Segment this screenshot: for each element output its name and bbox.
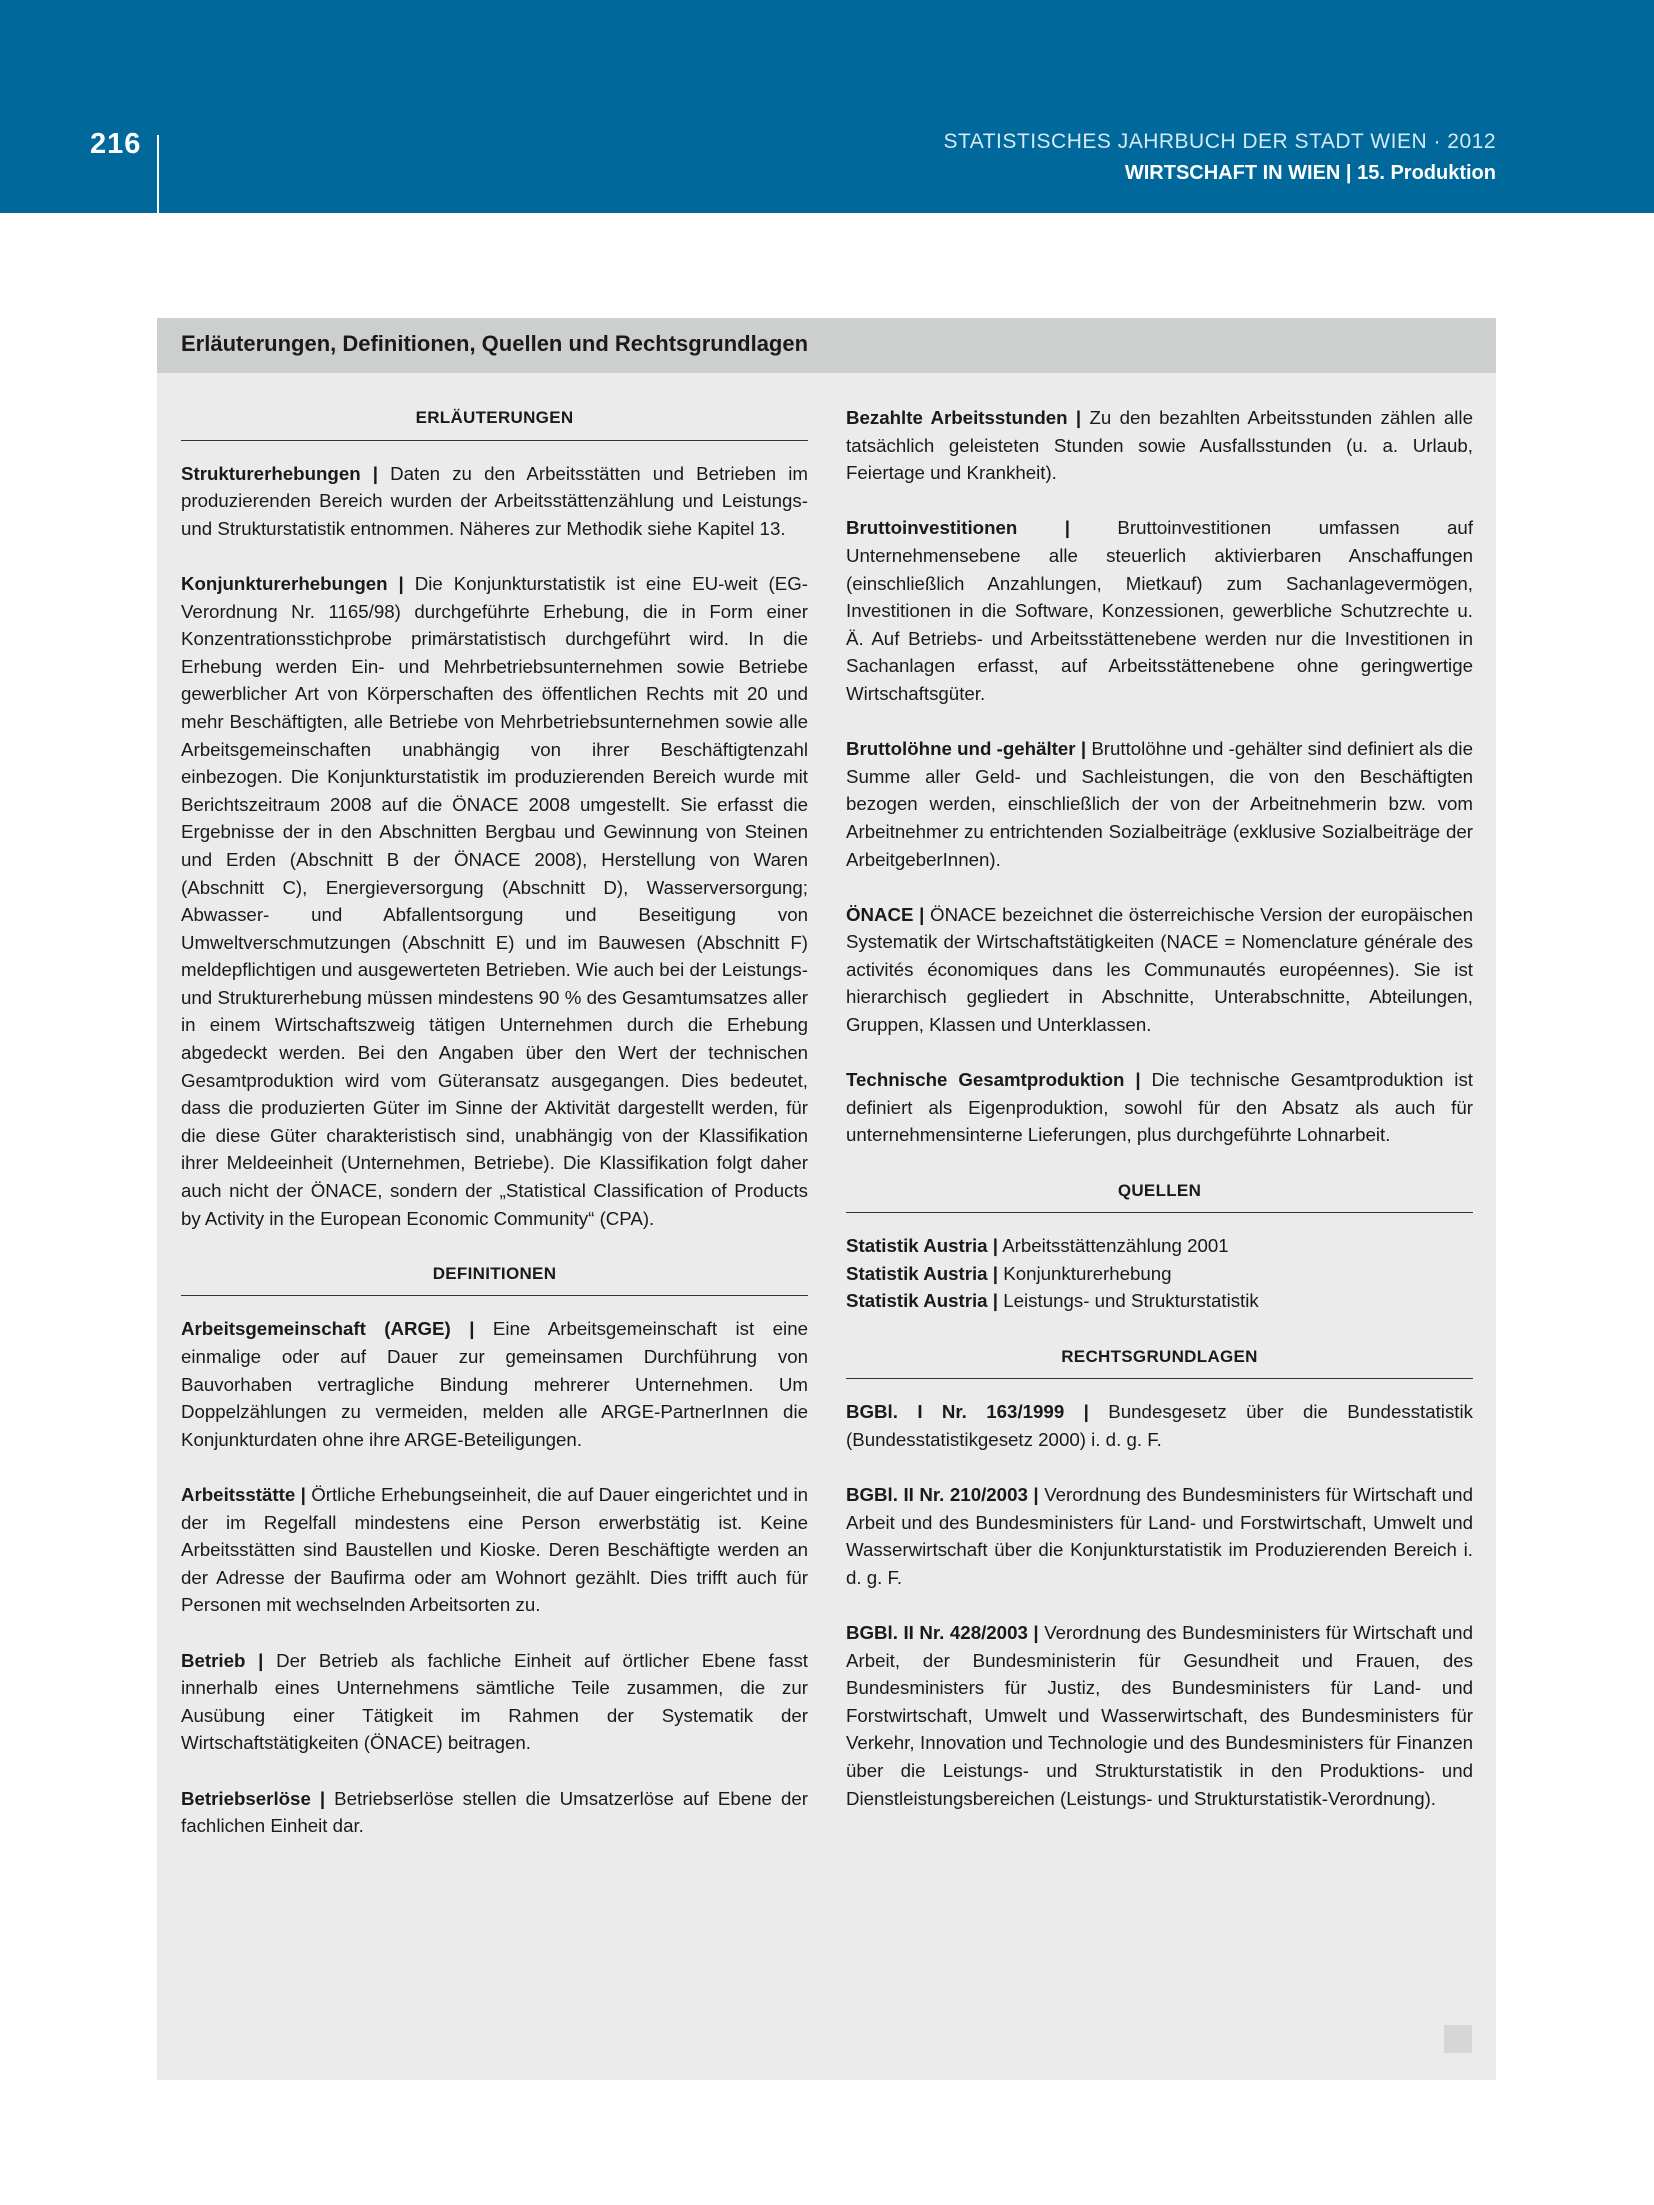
page-number: 216: [90, 128, 142, 160]
entry-text: Die Konjunkturstatistik ist eine EU-weit (EG-Verordnung Nr. 1165/98) durchgeführte Erhebung, die in Form einer Konzentrationsstichprobe primärstatistisch durchgeführt wird. In die Erhebung werden Ein- und Mehrbetriebsunternehmen sowie Betriebe gewerblicher Art von Körperschaften des öffentlichen Rechts mit 20 und mehr Beschäftigten, alle Betriebe von Mehrbetriebsunternehmen sowie alle Arbeitsgemeinschaften unabhängig von ihrer Beschäftigtenzahl einbezogen. Die Konjunkturstatistik im produzierenden Bereich wurde mit Berichtszeitraum 2008 auf die ÖNACE 2008 umgestellt. Sie erfasst die Ergebnisse der in den Abschnitten Bergbau und Gewinnung von Steinen und Erden (Abschnitt B der ÖNACE 2008), Herstellung von Waren (Abschnitt C), Energieversorgung (Abschnitt D), Wasserversorgung; Abwasser- und Abfallentsorgung und Beseitigung von Umweltverschmutzungen (Abschnitt E) und im Bauwesen (Abschnitt F) meldepflichtigen und ausgewerteten Betrieben. Wie auch bei der Leistungs- und Strukturerhebung müssen mindestens 90 % des Gesamtumsatzes aller in einem Wirtschaftszweig tätigen Unternehmen durch die Erhebung abgedeckt werden. Bei den Angaben über den Wert der technischen Gesamtproduktion wird vom Güteransatz ausgegangen. Dies bedeutet, dass die produzierten Güter im Sinne der Aktivität dargestellt werden, für die diese Güter charakteristisch sind, unabhängig von der Klassifikation ihrer Meldeeinheit (Unternehmen, Betriebe). Die Klassifikation folgt daher auch nicht der ÖNACE, sondern der „Statistical Classification of Products by Activity in the European Economic Community“ (CPA).: [181, 572, 808, 1229]
entry-text: ÖNACE bezeichnet die österreichische Version der europäischen Systematik der Wirtschaftstätigkeiten (NACE = Nomenclature générale des activités économiques dans les Communautés européennes). Sie ist hierarchisch gegliedert in Abschnitte, Unterabschnitte, Abteilungen, Gruppen, Klassen und Unterklassen.: [846, 903, 1473, 1036]
entry-term: Strukturerhebungen: [181, 462, 361, 484]
entry-betrieb: [181, 1647, 808, 1757]
separator: |: [992, 1235, 999, 1257]
source-text: Leistungs- und Strukturstatistik: [1003, 1290, 1259, 1312]
entry-term: Arbeitsgemeinschaft (ARGE): [181, 1318, 451, 1340]
separator: |: [1033, 1621, 1039, 1643]
entry-term: BGBl. II Nr. 428/2003: [846, 1621, 1028, 1643]
separator: |: [1083, 1401, 1089, 1423]
entry-text: Verordnung des Bundesministers für Wirtschaft und Arbeit, der Bundesministerin für Gesundheit und Frauen, des Bundesministers für Justiz, des Bundesministers für Land- und Forstwirtschaft, Umwelt und Wasserwirtschaft, des Bundesministers für Verkehr, Innovation und Technologie und des Bundesministers für Finanzen über die Leistungs- und Strukturstatistik in den Produktions- und Dienstleistungsbereichen (Leistungs- und Strukturstatistik-Verordnung).: [846, 1621, 1473, 1809]
source-item: [846, 1232, 1473, 1260]
entry-arge: [181, 1315, 808, 1453]
entry-text: Der Betrieb als fachliche Einheit auf örtlicher Ebene fasst innerhalb eines Unternehmens sämtliche Teile zusammen, die zur Ausübung einer Tätigkeit im Rahmen der Systematik der Wirtschaftstätigkeiten (ÖNACE) beitragen.: [181, 1649, 808, 1754]
entry-text: Zu den bezahlten Arbeitsstunden zählen alle tatsächlich geleisteten Stunden sowie Ausfallsstunden (u. a. Urlaub, Feiertage und Krankheit).: [846, 407, 1473, 484]
source-item: [846, 1287, 1473, 1315]
entry-text: Eine Arbeitsgemeinschaft ist eine einmalige oder auf Dauer zur gemeinsamen Durchführung von Bauvorhaben vertragliche Bindung mehrerer Unternehmen. Um Doppelzählungen zu vermeiden, melden alle ARGE-PartnerInnen die Konjunkturdaten ohne ihre ARGE-Beteiligungen.: [181, 1318, 808, 1450]
section-heading-rechtsgrundlagen: RECHTSGRUNDLAGEN: [846, 1343, 1473, 1380]
content-panel: [157, 318, 1496, 2080]
entry-oenace: [846, 901, 1473, 1039]
entry-betriebserloese: [181, 1785, 808, 1840]
separator: |: [919, 903, 925, 925]
panel-header: [157, 318, 1496, 373]
entry-bgbl-163-1999: [846, 1398, 1473, 1453]
entry-term: Bruttolöhne und -gehälter: [846, 738, 1076, 760]
entry-text: Bruttolöhne und -gehälter sind definiert als die Summe aller Geld- und Sachleistungen, die von den Beschäftigten bezogen werden, einschließlich der von der Arbeitnehmerin bzw. vom Arbeitnehmer zu entrichtenden Sozialbeiträge (exklusive Sozialbeiträge der ArbeitgeberInnen).: [846, 738, 1473, 870]
panel-title: Erläuterungen, Definitionen, Quellen und Rechtsgrundlagen: [181, 331, 809, 356]
entry-bruttoloehne: [846, 735, 1473, 873]
entry-text: Daten zu den Arbeitsstätten und Betrieben im produzierenden Bereich wurden der Arbeitsstättenzählung und Leistungs- und Strukturstatistik entnommen. Näheres zur Methodik siehe Kapitel 13.: [181, 462, 808, 539]
entry-konjunkturerhebungen: [181, 570, 808, 1232]
source-name: Statistik Austria: [846, 1235, 988, 1257]
separator: |: [992, 1290, 999, 1312]
source-text: Arbeitsstättenzählung 2001: [1002, 1235, 1229, 1257]
entry-text: Bruttoinvestitionen umfassen auf Unternehmensebene alle steuerlich aktivierbaren Anschaffungen (einschließlich Anzahlungen, Mietkauf) zum Sachanlagevermögen, Investitionen in die Software, Konzessionen, gewerbliche Schutzrechte u. Ä. Auf Betriebs- und Arbeitsstättenebene werden nur die Investitionen in Sachanlagen erfasst, auf Arbeitsstättenebene ohne geringwertige Wirtschaftsgüter.: [846, 517, 1474, 704]
entry-bezahlte-arbeitsstunden: [846, 404, 1473, 487]
source-text: Konjunkturerhebung: [1003, 1262, 1172, 1284]
separator: |: [1135, 1069, 1141, 1091]
right-column: [846, 404, 1473, 1840]
entry-text: Bundesgesetz über die Bundesstatistik (Bundesstatistikgesetz 2000) i. d. g. F.: [846, 1401, 1473, 1450]
corner-marker: [1444, 2025, 1472, 2053]
source-item: [846, 1260, 1473, 1288]
chapter-title: WIRTSCHAFT IN WIEN | 15. Produktion: [1124, 162, 1496, 184]
entry-bgbl-428-2003: [846, 1619, 1473, 1812]
entry-text: Örtliche Erhebungseinheit, die auf Dauer eingerichtet und in der im Regelfall mindestens eine Person erwerbstätig ist. Keine Arbeitsstätten sind Baustellen und Kioske. Deren Beschäftigte werden an der Adresse der Baufirma oder am Wohnort gezählt. Dies trifft auch für Personen mit wechselnden Arbeitsorten zu.: [181, 1483, 808, 1616]
separator: |: [300, 1483, 306, 1505]
section-heading-definitionen: DEFINITIONEN: [181, 1260, 808, 1297]
entry-term: Betrieb: [181, 1649, 246, 1671]
entry-text: Betriebserlöse stellen die Umsatzerlöse auf Ebene der fachlichen Einheit dar.: [181, 1787, 808, 1837]
entry-technische-gesamtproduktion: [846, 1066, 1473, 1149]
separator: |: [1075, 407, 1082, 428]
separator: |: [398, 572, 404, 594]
publication-title: STATISTISCHES JAHRBUCH DER STADT WIEN · 2012: [943, 130, 1496, 153]
separator: |: [1080, 738, 1087, 760]
entry-term: BGBl. I Nr. 163/1999: [846, 1401, 1065, 1423]
separator: |: [319, 1787, 326, 1809]
entry-text: Verordnung des Bundesministers für Wirtschaft und Arbeit und des Bundesministers für Land- und Forstwirtschaft, Umwelt und Wasserwirtschaft über die Konjunkturstatistik im Produzierenden Bereich i. d. g. F.: [846, 1483, 1473, 1588]
separator: |: [1064, 517, 1070, 539]
entry-term: Betriebserlöse: [181, 1787, 311, 1809]
entry-term: BGBl. II Nr. 210/2003: [846, 1483, 1028, 1505]
source-name: Statistik Austria: [846, 1290, 988, 1312]
section-heading-quellen: QUELLEN: [846, 1177, 1473, 1214]
quellen-list: [846, 1232, 1473, 1315]
entry-term: Bruttoinvestitionen: [846, 517, 1018, 539]
left-column: [181, 404, 808, 1867]
entry-strukturerhebungen: [181, 460, 808, 543]
section-heading-erlaeuterungen: ERLÄUTERUNGEN: [181, 404, 808, 441]
source-name: Statistik Austria: [846, 1262, 988, 1284]
separator: |: [992, 1262, 999, 1284]
separator: |: [1033, 1483, 1039, 1505]
entry-arbeitsstaette: [181, 1481, 808, 1619]
entry-bgbl-210-2003: [846, 1481, 1473, 1591]
entry-term: Konjunkturerhebungen: [181, 572, 388, 594]
header-band: [0, 0, 1654, 213]
entry-term: Arbeitsstätte: [181, 1483, 296, 1505]
separator: |: [258, 1649, 264, 1671]
separator: |: [372, 462, 379, 484]
entry-term: Bezahlte Arbeitsstunden: [846, 407, 1068, 428]
separator: |: [469, 1318, 475, 1340]
entry-bruttoinvestitionen: [846, 514, 1473, 707]
entry-term: ÖNACE: [846, 903, 914, 925]
entry-term: Technische Gesamtproduktion: [846, 1069, 1125, 1091]
header-divider: [157, 135, 159, 213]
entry-text: Die technische Gesamtproduktion ist definiert als Eigenproduktion, sowohl für den Absatz als auch für unternehmensinterne Lieferungen, plus durchgeführte Lohnarbeit.: [846, 1069, 1473, 1146]
